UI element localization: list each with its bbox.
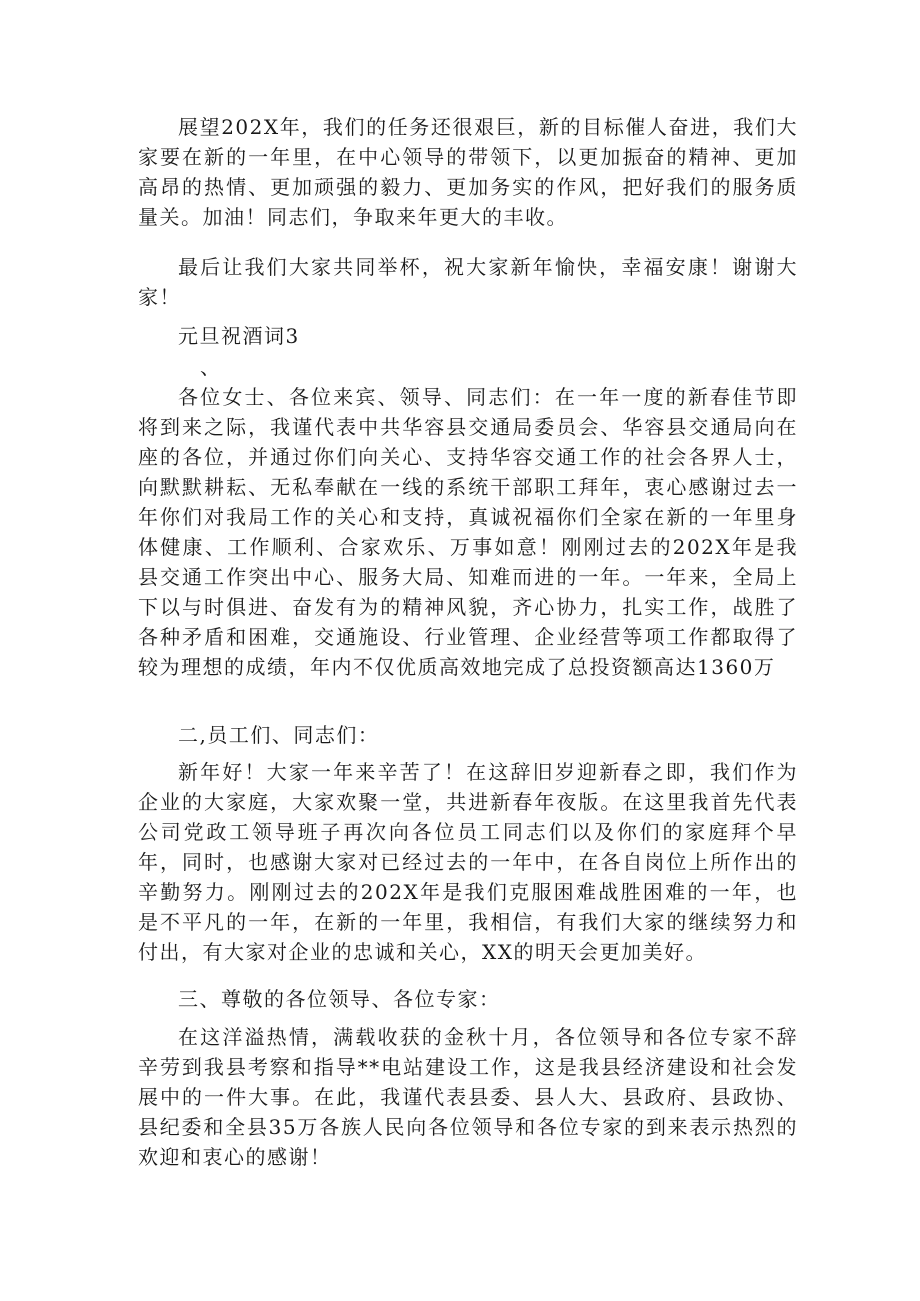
heading-new-year-toast-3: 元旦祝酒词3 bbox=[178, 324, 300, 348]
heading-employees-comrades: 二,员工们、同志们： bbox=[178, 723, 380, 747]
paragraph-welcome-experts: 在这洋溢热情，满载收获的金秋十月，各位领导和各位专家不辞辛劳到我县考察和指导**电站建设工作，这是我县经济建设和社会发展中的一件大事。在此，我谨代表县委、县人大、县政府、县政协、县纪委和全县35万各族人民向各位领导和各位专家的到来表示热烈的欢迎和衷心的感谢！ bbox=[138, 1025, 798, 1169]
paragraph-toast-closing: 最后让我们大家共同举杯，祝大家新年愉快，幸福安康！谢谢大家！ bbox=[138, 255, 798, 309]
paragraph-outlook: 展望202X年，我们的任务还很艰巨，新的目标催人奋进，我们大家要在新的一年里，在中心领导的带领下，以更加振奋的精神、更加高昂的热情、更加顽强的毅力、更加务实的作风，把好我们的服务质量关。加油！同志们，争取来年更大的丰收。 bbox=[138, 115, 798, 229]
paragraph-traffic-bureau-speech: 各位女士、各位来宾、领导、同志们：在一年一度的新春佳节即将到来之际，我谨代表中共华容县交通局委员会、华容县交通局向在座的各位，并通过你们向关心、支持华容交通工作的社会各界人士，向默默耕耘、无私奉献在一线的系统干部职工拜年，衷心感谢过去一年你们对我局工作的关心和支持，真诚祝福你们全家在新的一年里身体健康、工作顺利、合家欢乐、万事如意！刚刚过去的202X年是我县交通工作突出中心、服务大局、知难而进的一年。一年来，全局上下以与时俱进、奋发有为的精神风貌，齐心协力，扎实工作，战胜了各种矛盾和困难，交通施设、行业管理、企业经营等项工作都取得了较为理想的成绩，年内不仅优质高效地完成了总投资额高达1360万 bbox=[138, 385, 798, 679]
stray-punctuation: 、 bbox=[200, 355, 220, 379]
paragraph-company-speech: 新年好！大家一年来辛苦了！在这辞旧岁迎新春之即，我们作为企业的大家庭，大家欢聚一堂，共进新春年夜版。在这里我首先代表公司党政工领导班子再次向各位员工同志们以及你们的家庭拜个早年，同时，也感谢大家对已经过去的一年中，在各自岗位上所作出的辛勤努力。刚刚过去的202X年是我们克服困难战胜困难的一年，也是不平凡的一年，在新的一年里，我相信，有我们大家的继续努力和付出，有大家对企业的忠诚和关心，XX的明天会更加美好。 bbox=[138, 760, 798, 964]
heading-leaders-experts: 三、尊敬的各位领导、各位专家： bbox=[178, 987, 501, 1011]
